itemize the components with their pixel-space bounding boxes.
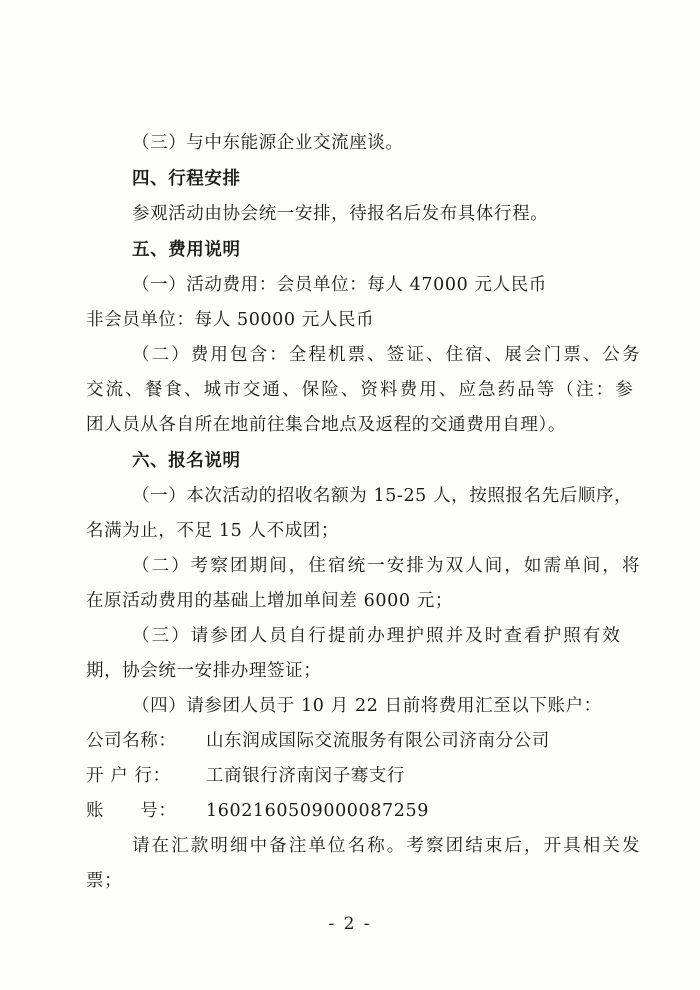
company-value: 山东润成国际交流服务有限公司济南分公司 [206, 731, 550, 751]
registration-item-4: （四）请参团人员于 10 月 22 日前将费用汇至以下账户： [132, 696, 602, 716]
heading-fees: 五、费用说明 [132, 240, 241, 260]
registration-item-2-line-2: 在原活动费用的基础上增加单间差 6000 元； [86, 591, 453, 611]
registration-item-1-line-2: 名满为止，不足 15 人不成团； [86, 521, 339, 541]
fee-includes-line-2: 交流、餐食、城市交通、保险、资料费用、应急药品等（注：参 [86, 380, 635, 400]
company-label: 公司名称： [86, 731, 177, 751]
registration-item-3-line-2: 期，协会统一安排办理签证； [86, 661, 322, 681]
heading-itinerary: 四、行程安排 [132, 169, 241, 189]
page-number: - 2 - [328, 914, 372, 934]
fee-member-line: （一）活动费用：会员单位：每人 47000 元人民币 [132, 275, 547, 295]
account-value: 1602160509000087259 [206, 801, 429, 821]
account-row [86, 796, 700, 826]
registration-item-3-line-1: （三）请参团人员自行提前办理护照并及时查看护照有效 [132, 626, 622, 646]
fee-nonmember-line: 非会员单位：每人 50000 元人民币 [86, 310, 375, 330]
fee-includes-line-3: 团人员从各自所在地前往集合地点及返程的交通费用自理）。 [86, 415, 566, 435]
registration-item-2-line-1: （二）考察团期间，住宿统一安排为双人间，如需单间，将 [132, 556, 642, 576]
bank-row [86, 761, 700, 791]
itinerary-paragraph: 参观活动由协会统一安排，待报名后发布具体行程。 [132, 204, 549, 224]
registration-item-1-line-1: （一）本次活动的招收名额为 15-25 人，按照报名先后顺序， [132, 486, 633, 506]
remittance-note-line-1: 请在汇款明细中备注单位名称。考察团结束后，开具相关发 [132, 836, 642, 856]
bank-label: 开 户 行： [86, 766, 171, 786]
heading-registration: 六、报名说明 [132, 451, 241, 471]
bank-value: 工商银行济南闵子骞支行 [206, 766, 406, 786]
remittance-note-line-2: 票； [86, 871, 123, 891]
meeting-item: （三）与中东能源企业交流座谈。 [132, 133, 404, 153]
company-row [86, 726, 700, 756]
account-label: 账 号： [86, 801, 177, 821]
fee-includes-line-1: （二）费用包含：全程机票、签证、住宿、展会门票、公务 [132, 345, 642, 365]
